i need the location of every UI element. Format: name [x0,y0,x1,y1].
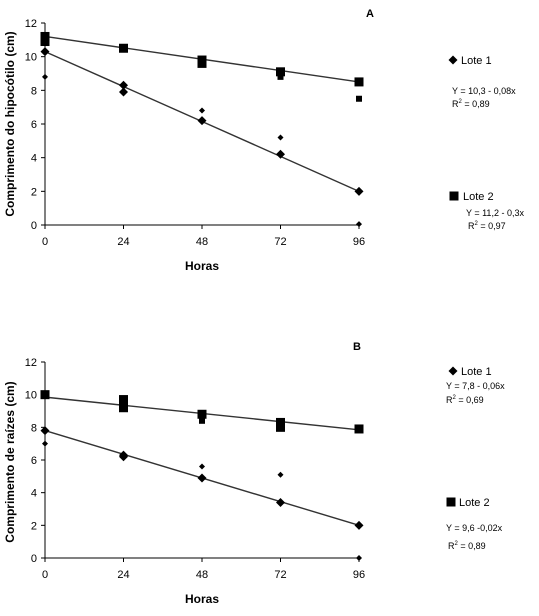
data-point-diamond [198,116,207,125]
data-point-square [41,390,50,399]
y-tick-label: 2 [30,520,37,533]
r-squared-prefix: R [452,99,459,109]
y-tick-label: 6 [30,455,37,467]
regression-equation: Y = 7,8 - 0,06x [446,381,505,391]
data-point-square [41,37,50,46]
data-point-diamond [42,441,48,447]
data-point-square [276,67,285,76]
x-tick-label: 96 [352,569,366,581]
chart-panel-b [3,341,505,606]
y-tick-label: 4 [30,152,37,165]
x-tick-label: 24 [117,569,130,581]
legend-label: Lote 1 [461,55,492,67]
y-tick-label: 8 [30,85,37,98]
y-tick-label: 0 [30,553,37,565]
r-squared-exponent: 2 [452,395,456,401]
data-point-square [119,395,128,404]
r-squared-prefix: R [448,541,455,551]
x-tick-label: 96 [352,236,366,248]
x-tick-label: 72 [274,569,287,581]
y-tick-label: 8 [30,422,37,435]
y-tick-label: 2 [30,186,37,199]
y-tick-label: 0 [30,220,37,232]
data-point-diamond [278,472,284,478]
regression-equation: Y = 11,2 - 0,3x [466,208,524,218]
r-squared-exponent: 2 [458,99,462,105]
r-squared-value: = 0,97 [477,221,506,231]
data-point-square [198,56,207,65]
x-axis-label: Horas [184,592,220,606]
data-point-square [356,96,362,102]
data-point-square [355,424,364,433]
x-tick-label: 48 [195,569,209,581]
legend-label: Lote 2 [459,497,490,509]
data-point-diamond [199,464,205,470]
x-tick-label: 72 [274,236,287,248]
data-point-diamond [198,473,207,482]
x-tick-label: 0 [41,236,49,248]
data-point-diamond [356,221,362,227]
data-point-square [355,77,364,86]
y-tick-label: 4 [30,487,37,500]
panel-label: A [366,8,374,20]
data-point-diamond [41,47,50,56]
r-squared-label [448,541,486,551]
r-squared-value: = 0,69 [455,395,484,405]
legend-marker-square [447,498,456,507]
x-axis-label: Horas [184,259,220,273]
r-squared-label [452,99,490,109]
data-point-diamond [276,498,285,507]
y-tick-label: 10 [24,389,37,402]
r-squared-label [468,221,506,231]
y-tick-label: 10 [24,51,37,64]
data-point-diamond [355,521,364,530]
data-point-square [119,403,128,412]
y-tick-label: 12 [24,357,37,369]
data-point-square [276,418,285,427]
regression-equation: Y = 10,3 - 0,08x [452,86,516,96]
data-point-square [198,410,207,419]
data-point-diamond [355,187,364,196]
legend-label: Lote 2 [463,191,494,203]
r-squared-prefix: R [468,221,475,231]
r-squared-exponent: 2 [474,221,478,227]
data-point-diamond [42,74,48,80]
r-squared-value: = 0,89 [461,99,490,109]
y-axis-label: Comprimento de raízes (cm) [3,381,17,543]
legend-label: Lote 1 [461,366,492,378]
legend-marker-diamond [449,56,458,65]
y-axis-label: Comprimento do hipocótilo (cm) [3,31,17,217]
y-tick-label: 12 [24,18,37,30]
regression-equation: Y = 9,6 -0,02x [446,523,503,533]
legend-marker-square [450,192,459,201]
x-tick-label: 24 [117,236,130,248]
x-tick-label: 48 [195,236,209,248]
data-point-diamond [278,134,284,140]
r-squared-value: = 0,89 [457,541,486,551]
r-squared-prefix: R [446,395,453,405]
r-squared-label [446,395,484,405]
y-tick-label: 6 [30,119,37,131]
data-point-diamond [199,108,205,114]
chart-panel-a [3,8,524,273]
r-squared-exponent: 2 [454,541,458,547]
panel-label: B [353,341,361,353]
data-point-diamond [356,555,362,561]
legend-marker-diamond [449,367,458,376]
data-point-square [119,44,128,53]
x-tick-label: 0 [41,569,49,581]
